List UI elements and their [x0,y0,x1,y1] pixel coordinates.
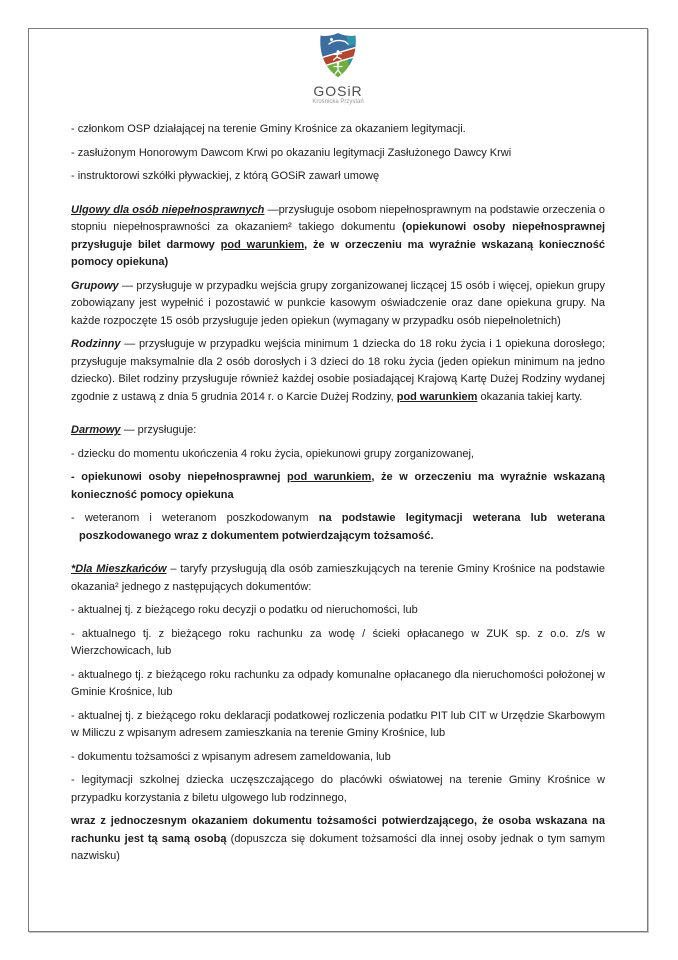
gosir-logo [29,32,647,106]
paragraph [71,667,605,702]
shield-teal-edge [348,57,358,75]
document-body [71,121,605,866]
text-run: (opiekunowi osoby niepełnosprawnej przysługuje bilet darmowy [71,221,605,251]
text-run: - dokumentu tożsamości z wpisanym adresem zameldowania, lub [71,750,391,763]
text-run: pod warunkiem [396,390,478,403]
paragraph [71,749,605,767]
text-run: , że w orzeczeniu ma wyraźnie wskazaną konieczność pomocy opiekuna) [71,238,605,268]
text-run: (dopuszcza się dokument tożsamości dla innej osoby jednak o tym samym nazwisku) [71,832,605,862]
text-run: - instruktorowi szkółki pływackiej, z którą GOSiR zawarł umowę [71,170,380,182]
paragraph [71,510,605,545]
text-run: , że w orzeczeniu ma wyraźnie wskazaną konieczność pomocy opiekuna [71,471,605,501]
paragraph [71,772,605,807]
page-frame [28,28,648,932]
text-run: - aktualnej tj. z bieżącego roku deklaracji podatkowej rozliczenia podatku PIT lub CIT w Urzędzie Skarbowym w Miliczu z wpisanym adresem zamieszkania na terenie Gminy Krośnice, lub [71,709,605,739]
text-run: —przysługuje osobom niepełnosprawnym na podstawie orzeczenia o stopniu niepełnosprawności za okazaniem² takiego dokumentu [71,203,606,233]
text-run: - zasłużonym Honorowym Dawcom Krwi po okazaniu legitymacji Zasłużonego Dawcy Krwi [71,146,512,159]
text-run: - opiekunowi osoby niepełnosprawnej [71,471,288,483]
text-run: Darmowy [71,424,121,436]
text-run: - legitymacji szkolnej dziecka uczęszczającego do placówki oświatowej na terenie Gminy Krośnice w przypadku korzystania z biletu ulgowego lub rodzinnego, [71,774,605,804]
text-run: wraz z jednoczesnym okazaniem dokumentu tożsamości potwierdzającego, że osoba wskazana na rachunku jest tą samą osobą [71,815,605,845]
paragraph [71,336,605,406]
paragraph [71,278,605,331]
paragraph [71,708,605,743]
paragraph [71,121,605,139]
logo-text: GOSiR [313,83,363,99]
text-run: – taryfy przysługują dla osób zamieszkujących na terenie Gminy Krośnice na podstawie okazania² jednego z następujących dokumentów: [71,563,605,593]
text-run: - aktualnego tj. z bieżącego roku rachunku za odpady komunalne opłacanego dla nieruchomości położonej w Gminie Krośnice, lub [71,668,605,698]
paragraph [71,813,605,866]
text-run: — przysługuje: [120,424,197,436]
text-run: *Dla Mieszkańców [71,563,167,575]
text-run: Ulgowy dla osób niepełnosprawnych [71,203,265,216]
text-run: — przysługuje w przypadku wejścia grupy zorganizowanej liczącej 15 osób i więcej, opiekun grupy zobowiązany jest wypełnić i pozostawić w punkcie kasowym oświadczenie oraz dane opiekuna grupy. Na każde rozpoczęte 15 osób przysługuje jeden opiekun (wymagany w przypadku osób niepełnoletnich) [71,279,605,327]
paragraph [71,145,605,163]
text-run: pod warunkiem [287,471,372,483]
text-run: - aktualnego tj. z bieżącego roku rachunku za wodę / ścieki opłacanego w ZUK sp. z o.o. z/s w Wierzchowicach, lub [71,627,605,657]
paragraph [71,446,605,464]
text-run: - członkom OSP działającej na terenie Gminy Krośnice za okazaniem legitymacji. [71,123,466,135]
text-run: - dziecku do momentu ukończenia 4 roku życia, opiekunowi grupy zorganizowanej, [71,447,474,460]
paragraph [71,626,605,661]
paragraph [71,168,605,186]
paragraph [71,561,605,596]
text-run: okazania takiej karty. [477,390,583,403]
paragraph [71,602,605,620]
paragraph [71,422,605,440]
text-run: Rodzinny [71,338,121,350]
paragraph [71,202,605,272]
text-run: — przysługuje w przypadku wejścia minimum 1 dziecka do 18 roku życia i 1 opiekuna dorosłego; przysługuje maksymalnie dla 2 osób dorosłych i 3 dzieci do 18 roku życia (jeden opiekun minimum na jedno dziecko). Bilet rodziny przysługuje również każdej osobie posiadającej Krajową Kartę Dużej Rodziny wydanej zgodnie z ustawą z dnia 5 grudnia 2014 r. o Karcie Dużej Rodziny, [71,338,605,403]
gosir-shield-icon [318,32,358,78]
text-run: na podstawie legitymacji weterana lub weterana poszkodowanego wraz z dokumentem potwierdzającym tożsamość. [79,512,605,542]
text-run: Grupowy [71,279,119,292]
text-run: pod warunkiem [220,238,305,251]
logo-tagline: Krośnicka Przystań [312,99,364,105]
text-run: - weteranom i weteranom poszkodowanym [71,512,319,524]
text-run: - aktualnej tj. z bieżącego roku decyzji o podatku od nieruchomości, lub [71,604,418,616]
paragraph [71,469,605,504]
